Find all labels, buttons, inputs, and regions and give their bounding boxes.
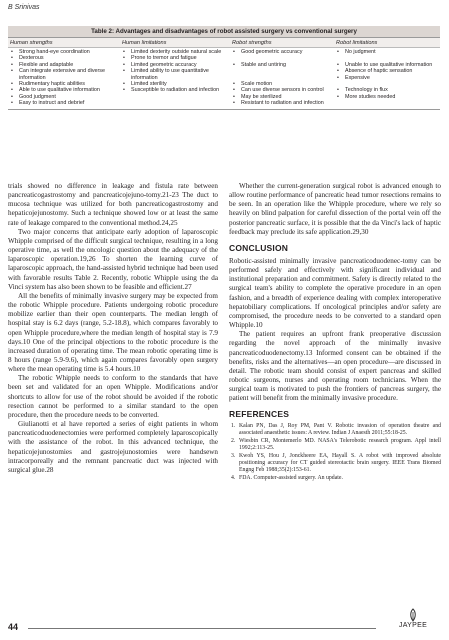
table-cell: • Stable and untiring [232,62,334,68]
publisher-logo-icon [406,608,420,622]
table-header-robot-strengths: Robot strengths [232,39,272,46]
table-cell: • Able to use qualitative information [10,87,120,93]
table-cell: • Limited sterility [122,81,230,87]
table-cell: • Absence of haptic sensation [336,68,438,74]
table-cell: • Limited ability to use quantitative information [122,68,230,81]
table-caption: Table 2: Advantages and disadvantages of robot assisted surgery vs conventional surgery [8,26,440,38]
table-column-human-limitations [120,49,230,107]
publisher-name: JAYPEE [398,622,428,629]
body-paragraph: Giulianotti et al have reported a series of eight patients in whom pancreaticoduodenectomies were performed completely laparoscopically with the assistance of the robot. In this advanced technique, the hepaticojejunostomies and gastrojejunostomies were handsewn intracorporeally and the remnant pancreatic duct was injected with surgical glue.28 [8,420,218,474]
left-text-column [8,182,218,475]
table-header-human-strengths: Human strengths [10,39,53,46]
table-cell: • Good geometric accuracy [232,49,334,55]
reference-text: FDA. Computer-assisted surgery. An update. [239,475,343,482]
table-column-robot-strengths [230,49,334,107]
table-column-robot-limitations [334,49,438,107]
reference-number: 1. [231,423,236,430]
reference-number: 2. [231,438,236,445]
table-cell: • Prone to tremor and fatigue [122,55,230,61]
table-cell: • Unable to use qualitative information [336,62,438,68]
table-cell: • Limited dexterity outside natural scale [122,49,230,55]
body-paragraph: trials showed no difference in leakage and fistula rate between pancreaticogastrostomy and pancreaticojejuno-tomy.21-23 The duct to mucosa technique was utilized for both pancreaticogastrostomy and hepaticojejunostomy. Such a technique showed low or at least the same rate of leakage compared to the conventional method.24,25 [8,182,218,227]
reference-item [229,453,441,474]
table-cell: • Strong hand-eye coordination [10,49,120,55]
body-paragraph: Two major concerns that anticipate early adoption of laparoscopic Whipple comprised of the difficult surgical technique, resulting in a long operative time, as well the oncologic question about the adequacy of the laparoscopic operation.19,26 To shorten the learning curve of laparoscopic approach, the hand-assisted hybrid technique had been used with favorable results Table 2. Recently, robotic Whipple using the da Vinci system has also been shown to be feasible and efficient.27 [8,227,218,291]
reference-item [229,438,441,452]
reference-item [229,475,441,482]
table-cell: • Resistant to radiation and infection [232,100,334,106]
publisher-mark [386,608,440,629]
reference-list [229,423,441,482]
table-header-robot-limitations: Robot limitations [336,39,378,46]
table-cell: • Good judgment [10,94,120,100]
reference-number: 4. [231,475,236,482]
comparison-table [8,26,440,110]
footer-rule [28,628,376,629]
table-cell: • Limited geometric accuracy [122,62,230,68]
reference-text: Wiesbin CR, Montemerlo MD. NASA's Telerobotic research program. Appl intell 1992;2:113-25. [239,438,441,452]
references-heading: REFERENCES [229,409,290,420]
conclusion-heading: CONCLUSION [229,242,289,253]
table-cell: • Rudimentary haptic abilities [10,81,120,87]
body-paragraph: The patient requires an upfront frank preoperative discussion regarding the novel approach of the minimally invasive pancreaticoduodenectomy.13 Informed consent can be obtained if the benefits, risks and the alternatives—an open procedure—are discussed in detail. The robotic team should consist of expert pancreas and skilled robotic surgeons, nurses and operating room technicians. When the surgical team is motivated to push the frontiers of pancreas surgery, the patient will benefit from the minimally invasive procedure. [229,330,441,403]
table-cell: • Dexterous [10,55,120,61]
table-header-human-limitations: Human limitations [122,39,167,46]
reference-text: Kwoh YS, Hou J, Jonckheere EA, Hayall S. A robot with improved absolute positioning accuracy for CT guided stereotactic brain surgery. IEEE Trans Biomed Engng Feb 1988;35(2):153-61. [239,453,441,474]
body-paragraph: Robotic-assisted minimally invasive pancreaticoduodenec-tomy can be performed safely and effectively with significant individual and institutional preparation and commitment. Safety is directly related to the surgical team's ability to complete the operative procedure in an open fashion, and a breadth of experience dealing with complex interoperative hepatobiliary complications. If oncological principles and/or safety are compromised, the procedure needs to be converted to a standard open Whipple.10 [229,256,441,330]
reference-item [229,423,441,437]
running-head: B Srinivas [8,4,40,11]
table-cell: • More studies needed [336,94,438,100]
reference-number: 3. [231,453,236,460]
table-cell: • No judgment [336,49,438,55]
body-paragraph: Whether the current-generation surgical robot is advanced enough to allow routine performance of pancreatic head tumor resections remains to be seen. In an operation like the Whipple procedure, where we rely so heavily on blind palpation for careful dissection of the portal vein off the posterior pancreatic surface, it is possible that the da Vinci's lack of haptic feedback may preclude its safe application.29,30 [229,182,441,236]
table-column-human-strengths [8,49,120,107]
table-cell: • Easy to instruct and debrief [10,100,120,106]
right-text-column [229,182,441,483]
reference-text: Kalan PN, Das J, Roy PM, Pant V. Robotic invasion of operation theatre and associated anaesthetic issues: A review. Indian J Anaesth 2011;55:18-25. [239,423,441,437]
table-cell: • Can integrate extensive and diverse information [10,68,120,81]
table-cell: • Susceptible to radiation and infection [122,87,230,93]
body-paragraph: The robotic Whipple needs to conform to the standards that have been set and validated for an open Whipple. Modifications and/or shortcuts to allow for use of the robot should be avoided if the robotic resection cannot be performed to a similar standard to the open procedure, then the procedure needs to be converted. [8,374,218,419]
table-body [8,48,440,110]
body-paragraph: All the benefits of minimally invasive surgery may be expected from the robotic Whipple procedure. Patients undergoing robotic procedure mobilize earlier than their open counterparts. The median length of hospital stay is 6.2 days (range, 5.2-18.8), which compares favorably to open Whipple procedure,where the median length of hospital stay is 7.9 days.10 One of the principal objections to the robotic procedure is the increased duration of operating time. The mean robotic operating time is 8 hours (range 5.9-9.6), which again compares favorably open surgery where the mean operating time is 5.4 hours.10 [8,291,218,374]
table-cell: • May be sterilized [232,94,334,100]
table-header-row [8,38,440,48]
table-cell: • Expensive [336,75,438,81]
page-number: 44 [8,622,19,632]
table-cell: • Flexible and adaptable [10,62,120,68]
table-cell: • Can use diverse sensors in control [232,87,334,93]
table-cell: • Scale motion [232,81,334,87]
table-cell: • Technology in flux [336,87,438,93]
